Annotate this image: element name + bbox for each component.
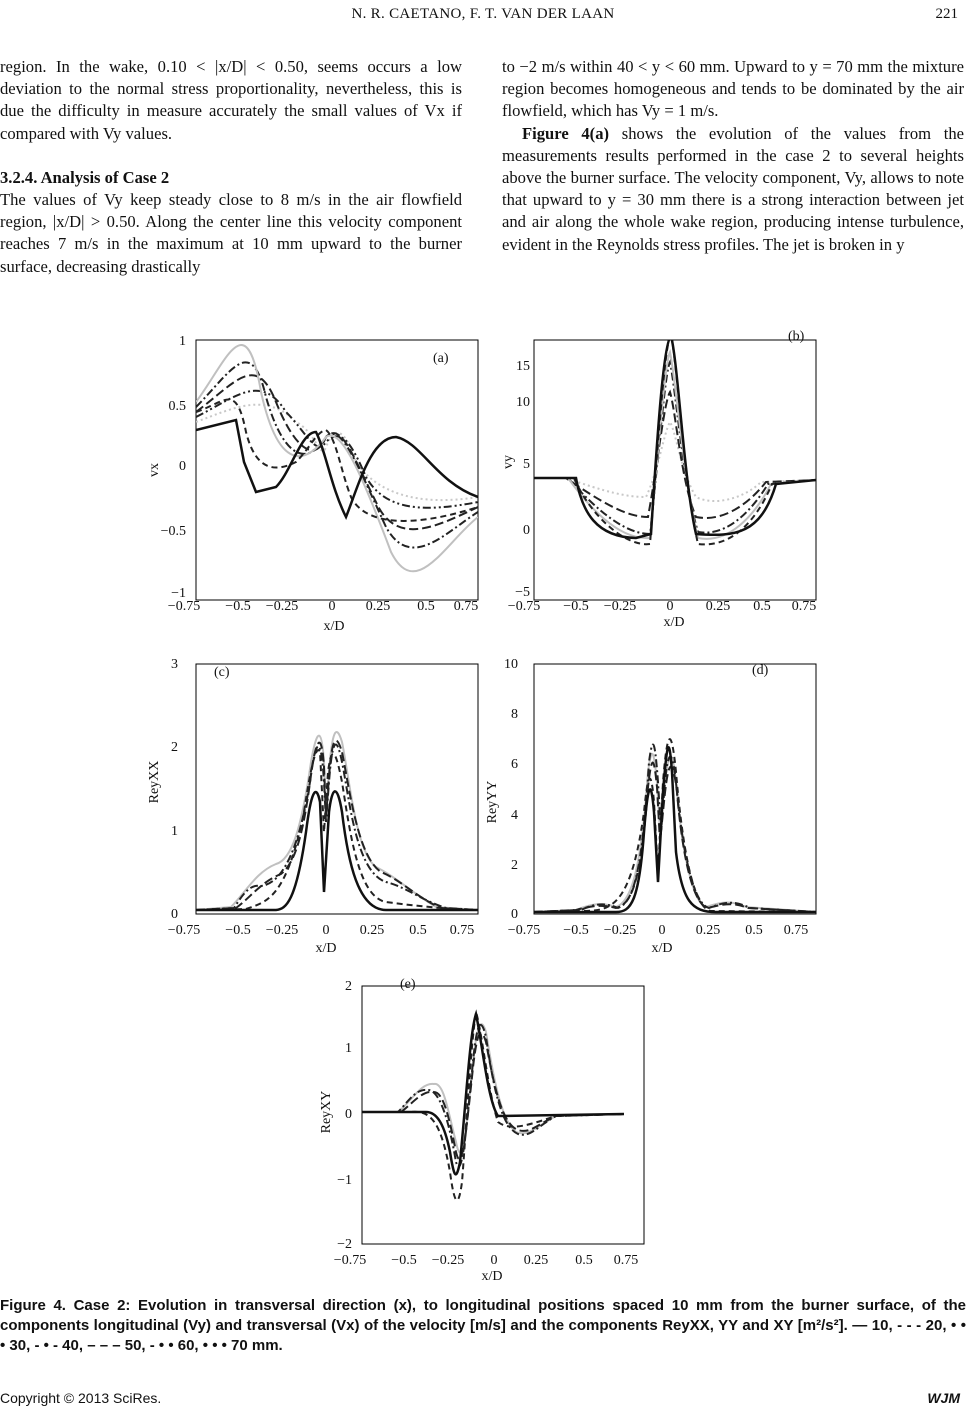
panel-b-ylabel: vy [501,455,516,469]
curve-10mm [534,336,816,538]
y-tick: 2 [511,858,518,873]
x-tick: −0.25 [603,599,637,614]
panel-e-xlabel: x/D [481,1269,503,1284]
panel-e [319,977,644,1284]
x-tick: 0.5 [753,599,771,614]
x-tick: −0.5 [563,599,589,614]
x-tick: 0.25 [695,923,721,938]
y-tick: −1 [171,586,186,601]
right-paragraph-2 [502,123,964,256]
panel-b-x-ticks [508,599,816,614]
page-number: 221 [935,6,958,22]
right-column [502,56,964,256]
panel-b-label: (b) [788,329,805,344]
curve-30mm [534,352,816,539]
x-tick: −0.75 [333,1253,367,1268]
panel-d-ylabel: ReyYY [485,780,500,824]
curve-50mm [362,1033,624,1159]
panel-a-ylabel: vx [147,463,162,477]
x-tick: 0.75 [613,1253,639,1268]
curve-40mm [362,1025,624,1167]
x-tick: 0.75 [449,923,475,938]
panel-c-curves [196,732,478,910]
x-tick: 0 [658,923,666,938]
panel-a-x-ticks [168,599,478,614]
panel-a-y-ticks [161,334,186,601]
x-tick: 0 [666,599,674,614]
page-footer [0,1390,966,1406]
curve-50mm [534,392,816,518]
y-tick: 10 [516,395,530,410]
y-tick: 15 [516,359,530,374]
x-tick: 0 [328,599,336,614]
left-column [0,56,462,278]
panel-e-x-ticks [334,1253,638,1268]
copyright-notice: Copyright © 2013 SciRes. [0,1390,162,1406]
curve-30mm [362,1024,624,1152]
panel-d [485,657,816,956]
panel-d-label: (d) [752,663,769,678]
x-tick: −0.75 [507,923,541,938]
right-paragraph-2-text: shows the evolution of the values from the measurements results performed in the case 2 to several heights above the burner surface. The velocity component, Vy, allows to note that upward to y = 30 mm there is a strong interaction between jet and air along the whole wake region, producing intense turbulence, evident in the Reynolds stress profiles. The jet is broken in y [502,123,964,254]
y-tick: 1 [171,824,178,839]
panel-a [147,334,478,634]
y-tick: 0 [511,907,518,922]
y-tick: 10 [504,657,518,672]
panel-c-frame [196,664,478,914]
y-tick: −2 [337,1237,352,1252]
panel-c-x-ticks [168,923,474,938]
curve-40mm [196,745,478,910]
curve-20mm [196,400,478,521]
curve-10mm [196,791,478,910]
panel-a-label: (a) [433,351,449,366]
x-tick: 0.5 [409,923,427,938]
panel-b [501,329,816,630]
panel-b-y-ticks [515,359,530,600]
panel-c-label: (c) [214,665,230,680]
y-tick: 5 [523,457,530,472]
x-tick: −0.75 [167,599,201,614]
panel-d-x-ticks [508,923,808,938]
x-tick: 0 [490,1253,498,1268]
curve-20mm [196,750,478,910]
panel-c [147,657,478,956]
y-tick: 0.5 [168,399,186,414]
panel-d-y-ticks [504,657,518,922]
x-tick: −0.75 [167,923,201,938]
panel-d-xlabel: x/D [651,941,673,956]
figure-reference: Figure 4(a) [522,123,610,143]
x-tick: −0.25 [265,599,299,614]
running-head-authors: N. R. CAETANO, F. T. VAN DER LAAN [351,6,615,22]
x-tick: −0.25 [603,923,637,938]
curve-50mm [196,741,478,910]
x-tick: 0.25 [359,923,385,938]
y-tick: −0.5 [160,524,186,539]
x-tick: −0.5 [225,923,251,938]
figure-4 [136,312,830,1284]
page-header [0,0,966,30]
journal-abbreviation: WJM [927,1390,960,1406]
x-tick: −0.5 [225,599,251,614]
panel-d-curves [534,739,816,912]
panel-e-label: (e) [400,977,416,992]
y-tick: 2 [171,740,178,755]
x-tick: −0.5 [391,1253,417,1268]
panel-c-y-ticks [171,657,178,922]
panel-b-curves [534,334,816,544]
y-tick: 1 [179,334,186,349]
right-paragraph-1: to −2 m/s within 40 < y < 60 mm. Upward to y = 70 mm the mixture region becomes homogeneous and tends to be dominated by the air flowfield, which has Vy = 1 m/s. [502,57,964,121]
panel-e-ylabel: ReyXY [319,1090,334,1134]
panel-a-curves [196,345,478,571]
left-paragraph-2: The values of Vy keep steady close to 8 m/s in the air flowfield region, |x/D| > 0.50. Along the center line this velocity component reaches 7 m/s in the maximum at 10 mm upward to the burner surface, decreasing drastically [0,190,462,276]
y-tick: 6 [511,757,518,772]
panel-d-frame [534,664,816,914]
y-tick: 0 [171,907,178,922]
figure-caption: Figure 4. Case 2: Evolution in transversal direction (x), to longitudinal positions spaced 10 mm from the burner surface, of the components longitudinal (Vy) and transversal (Vx) of the velocity [m/s] and the components ReyXX, YY and XY [m²/s²]. — 10, - - - 20, • • • 30, - • - 40, – – – 50, - • • 60, • • • 70 mm. [0,1297,966,1354]
x-tick: −0.25 [431,1253,465,1268]
curve-10mm [362,1014,624,1174]
y-tick: 2 [345,979,352,994]
x-tick: −0.5 [563,923,589,938]
panel-c-ylabel: ReyXX [147,760,162,804]
panel-b-xlabel: x/D [663,615,685,630]
x-tick: 0.25 [705,599,731,614]
x-tick: 0.25 [365,599,391,614]
curve-40mm [196,362,478,547]
y-tick: 0 [179,459,186,474]
x-tick: 0 [322,923,330,938]
panel-c-xlabel: x/D [315,941,337,956]
y-tick: −5 [515,585,530,600]
panel-e-curves [362,1012,624,1200]
x-tick: 0.75 [783,923,809,938]
x-tick: −0.75 [507,599,541,614]
y-tick: 0 [345,1107,352,1122]
section-heading: 3.2.4. Analysis of Case 2 [0,167,170,187]
y-tick: 1 [345,1041,352,1056]
x-tick: 0.75 [791,599,817,614]
y-tick: −1 [337,1173,352,1188]
panel-e-y-ticks [337,979,352,1252]
x-tick: 0.5 [575,1253,593,1268]
x-tick: 0.5 [745,923,763,938]
y-tick: 0 [523,523,530,538]
y-tick: 4 [511,808,518,823]
x-tick: 0.5 [417,599,435,614]
x-tick: −0.25 [265,923,299,938]
left-paragraph-1: region. In the wake, 0.10 < |x/D| < 0.50, seems occurs a low deviation to the normal stress proportionality, nevertheless, this is due the difficulty in measure accurately the small values of Vx if compared with Vy values. [0,57,462,143]
x-tick: 0.25 [523,1253,549,1268]
x-tick: 0.75 [453,599,479,614]
panel-a-xlabel: x/D [323,619,345,634]
y-tick: 3 [171,657,178,672]
y-tick: 8 [511,707,518,722]
